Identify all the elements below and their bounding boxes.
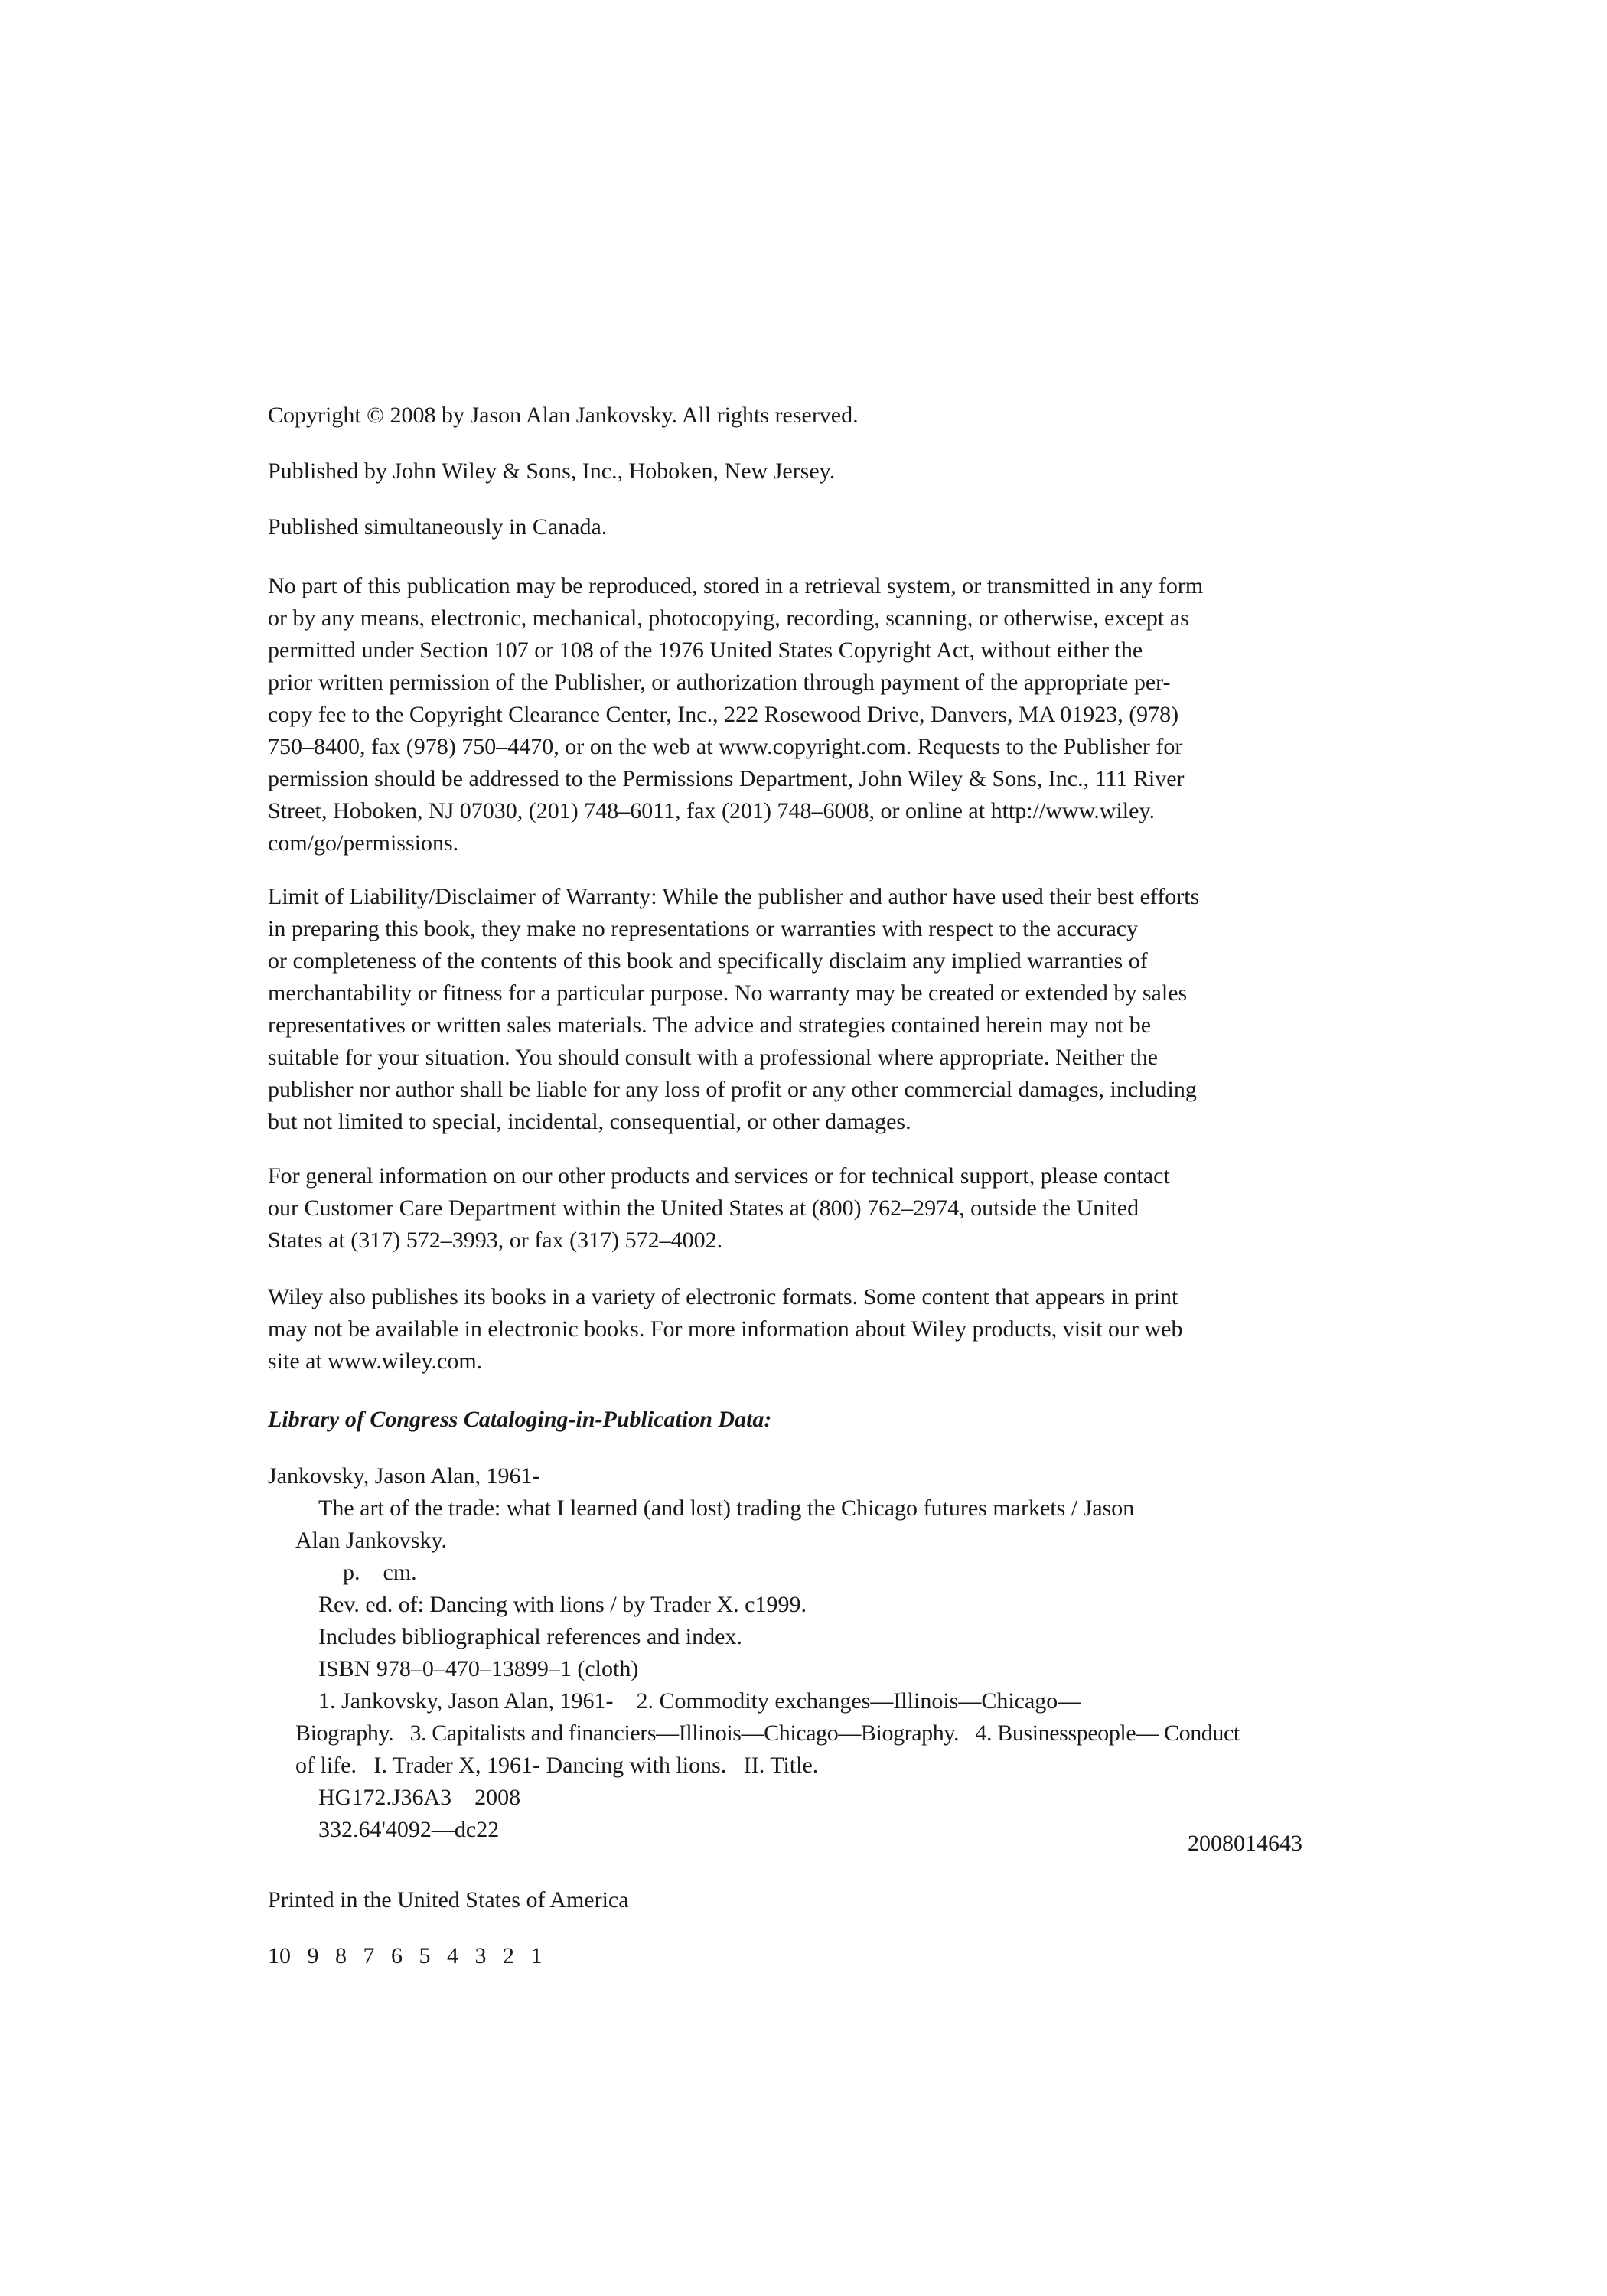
liability-line: representatives or written sales materials. The advice and strategies contained herein may not be: [268, 1013, 1152, 1038]
permissions-line: copy fee to the Copyright Clearance Center, Inc., 222 Rosewood Drive, Danvers, MA 01923, (978): [268, 702, 1179, 727]
print-number: 5: [419, 1943, 431, 1968]
electronic-formats-line: Wiley also publishes its books in a variety of electronic formats. Some content that appears in print: [268, 1284, 1178, 1309]
printed-in-line: Printed in the United States of America: [268, 1887, 629, 1913]
permissions-line: 750–8400, fax (978) 750–4470, or on the web at www.copyright.com. Requests to the Publisher for: [268, 734, 1183, 759]
cip-title-continued: Alan Jankovsky.: [295, 1528, 448, 1553]
electronic-formats-line: may not be available in electronic books. For more information about Wiley products, visit our web: [268, 1316, 1183, 1342]
liability-line: but not limited to special, incidental, consequential, or other damages.: [268, 1109, 911, 1134]
cip-subjects-continued: of life. I. Trader X, 1961- Dancing with lions. II. Title.: [295, 1753, 819, 1778]
cip-lccn: 2008014643: [1188, 1831, 1302, 1856]
copyright-notice: Copyright © 2008 by Jason Alan Jankovsky. All rights reserved.: [268, 403, 859, 428]
cip-title: The art of the trade: what I learned (and lost) trading the Chicago futures markets / Jason: [318, 1495, 1135, 1521]
liability-line: merchantability or fitness for a particular purpose. No warranty may be created or extended by sales: [268, 980, 1188, 1006]
print-number: 7: [363, 1943, 375, 1968]
cip-isbn: ISBN 978–0–470–13899–1 (cloth): [318, 1656, 639, 1681]
print-number: 10: [268, 1943, 291, 1968]
permissions-line: prior written permission of the Publisher, or authorization through payment of the appropriate per-: [268, 670, 1171, 695]
print-number: 1: [530, 1943, 543, 1968]
permissions-line: No part of this publication may be reproduced, stored in a retrieval system, or transmitted in any form: [268, 573, 1204, 598]
print-number: 6: [391, 1943, 403, 1968]
canada-line: Published simultaneously in Canada.: [268, 514, 608, 540]
liability-line: in preparing this book, they make no representations or warranties with respect to the accuracy: [268, 916, 1139, 941]
cip-dewey: 332.64'4092—dc22: [318, 1817, 500, 1842]
cip-author: Jankovsky, Jason Alan, 1961-: [268, 1463, 540, 1489]
permissions-line: or by any means, electronic, mechanical, photocopying, recording, scanning, or otherwise, except as: [268, 605, 1189, 631]
cip-heading: Library of Congress Cataloging-in-Publication Data:: [268, 1407, 772, 1432]
permissions-line: com/go/permissions.: [268, 830, 459, 856]
customer-care-line: States at (317) 572–3993, or fax (317) 572–4002.: [268, 1228, 723, 1253]
customer-care-line: our Customer Care Department within the United States at (800) 762–2974, outside the United: [268, 1195, 1139, 1221]
cip-subjects-continued: Biography. 3. Capitalists and financiers—Illinois—Chicago—Biography. 4. Businesspeople— Conduct: [295, 1720, 1240, 1746]
liability-line: publisher nor author shall be liable for any loss of profit or any other commercial damages, including: [268, 1077, 1197, 1102]
cip-call-number: HG172.J36A3 2008: [318, 1785, 521, 1810]
print-number: 3: [474, 1943, 487, 1968]
cip-record: [268, 1460, 1302, 1846]
permissions-line: Street, Hoboken, NJ 07030, (201) 748–6011, fax (201) 748–6008, or online at http://www.wiley.: [268, 798, 1155, 823]
print-number: 9: [307, 1943, 319, 1968]
permissions-line: permission should be addressed to the Permissions Department, John Wiley & Sons, Inc., 111 River: [268, 766, 1185, 791]
cip-pages: p. cm.: [343, 1560, 417, 1585]
cip-revised-edition: Rev. ed. of: Dancing with lions / by Trader X. c1999.: [318, 1592, 807, 1617]
permissions-paragraph: [268, 570, 1302, 859]
printing-number-line: [268, 1940, 1302, 1972]
print-number: 8: [335, 1943, 347, 1968]
liability-line: Limit of Liability/Disclaimer of Warranty: While the publisher and author have used their best efforts: [268, 884, 1200, 909]
cip-bibliography: Includes bibliographical references and index.: [318, 1624, 742, 1649]
publisher-line: Published by John Wiley & Sons, Inc., Hoboken, New Jersey.: [268, 458, 836, 484]
liability-paragraph: [268, 881, 1302, 1138]
print-number: 4: [447, 1943, 458, 1968]
liability-line: suitable for your situation. You should consult with a professional where appropriate. Neither the: [268, 1045, 1159, 1070]
electronic-formats-paragraph: [268, 1281, 1302, 1378]
cip-subjects: 1. Jankovsky, Jason Alan, 1961- 2. Commodity exchanges—Illinois—Chicago—: [318, 1688, 1081, 1714]
electronic-formats-line: site at www.wiley.com.: [268, 1349, 483, 1374]
customer-care-line: For general information on our other products and services or for technical support, please contact: [268, 1163, 1170, 1189]
customer-care-paragraph: [268, 1160, 1302, 1257]
permissions-line: permitted under Section 107 or 108 of the 1976 United States Copyright Act, without either the: [268, 638, 1143, 663]
liability-line: or completeness of the contents of this book and specifically disclaim any implied warranties of: [268, 948, 1148, 974]
print-number: 2: [503, 1943, 514, 1968]
